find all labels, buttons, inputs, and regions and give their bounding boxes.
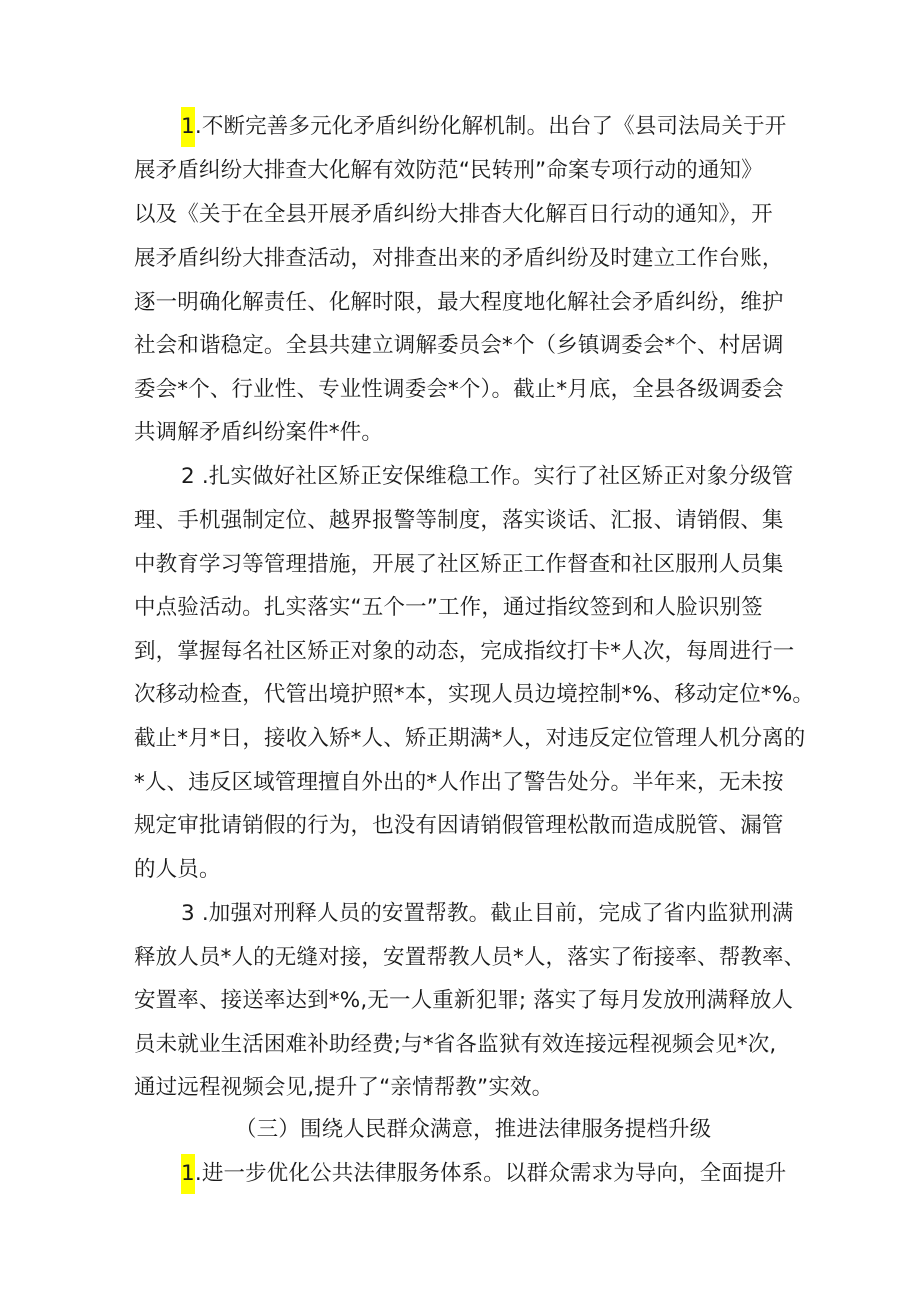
highlighted-number: 1 xyxy=(181,107,195,147)
paragraph-3-line-3: 安置率、接送率达到*%,无一人重新犯罪; 落实了每月发放刑满释放人 xyxy=(134,988,794,1013)
paragraph-1-line-4: 展矛盾纠纷大排查活动，对排查出来的矛盾纠纷及时建立工作台账， xyxy=(134,246,784,271)
paragraph-3-line-2: 释放人员*人的无缝对接，安置帮教人员*人，落实了衔接率、帮教率、 xyxy=(134,945,806,970)
paragraph-4-line-1: 1.进一步优化公共法律服务体系。以群众需求为导向，全面提升 xyxy=(181,1154,821,1194)
paragraph-3-line-4: 员未就业生活困难补助经费;与*省各监狱有效连接远程视频会见*次, xyxy=(134,1032,777,1057)
paragraph-2-line-6: 次移动检查，代管出境护照*本，实现人员边境控制*%、移动定位*%。 xyxy=(134,682,814,707)
paragraph-3-line-1: 3 .加强对刑释人员的安置帮教。截止目前，完成了省内监狱刑满 xyxy=(181,901,794,926)
highlighted-number: 1 xyxy=(181,1154,195,1194)
paragraph-2-line-5: 到，掌握每名社区矫正对象的动态，完成指纹打卡*人次，每周进行一 xyxy=(134,639,795,664)
paragraph-1-line-8: 共调解矛盾纠纷案件*件。 xyxy=(134,420,384,445)
paragraph-1-line-5: 逐一明确化解责任、化解时限，最大程度地化解社会矛盾纠纷，维护 xyxy=(134,290,784,315)
paragraph-1-line-2: 展矛盾纠纷大排查大化解有效防范“民转刑”命案专项行动的通知》 xyxy=(134,158,763,183)
paragraph-1-line-7: 委会*个、行业性、专业性调委会*个）。截止*月底，全县各级调委会 xyxy=(134,377,784,402)
paragraph-2-line-8: *人、违反区域管理擅自外出的*人作出了警告处分。半年来，无未按 xyxy=(134,770,784,795)
paragraph-1-line-1: 1.不断完善多元化矛盾纠纷化解机制。出台了《县司法局关于开 xyxy=(181,107,821,147)
paragraph-2-line-2: 理、手机强制定位、越界报警等制度，落实谈话、汇报、请销假、集 xyxy=(134,508,784,533)
section-heading: （三）围绕人民群众满意，推进法律服务提档升级 xyxy=(235,1117,712,1142)
paragraph-1-line-6: 社会和谐稳定。全县共建立调解委员会*个（乡镇调委会*个、村居调 xyxy=(134,333,784,358)
paragraph-2-line-1: 2 .扎实做好社区矫正安保维稳工作。实行了社区矫正对象分级管 xyxy=(181,464,794,489)
paragraph-2-line-4: 中点验活动。扎实落实“五个一”工作，通过指纹签到和人脸识别签 xyxy=(134,595,763,620)
paragraph-1-line-3: 以及《关于在全县开展矛盾纠纷大排杳大化解百日行动的通知》，开 xyxy=(134,202,773,227)
paragraph-2-line-3: 中教育学习等管理措施，开展了社区矫正工作督查和社区服刑人员集 xyxy=(134,552,784,577)
paragraph-2-line-10: 的人员。 xyxy=(134,857,221,882)
paragraph-3-line-5: 通过远程视频会见,提升了“亲情帮教”实效。 xyxy=(134,1075,554,1100)
paragraph-2-line-9: 规定审批请销假的行为，也没有因请销假管理松散而造成脱管、漏管 xyxy=(134,813,784,838)
paragraph-2-line-7: 截止*月*日，接收入矫*人、矫正期满*人，对违反定位管理人机分离的 xyxy=(134,726,806,751)
